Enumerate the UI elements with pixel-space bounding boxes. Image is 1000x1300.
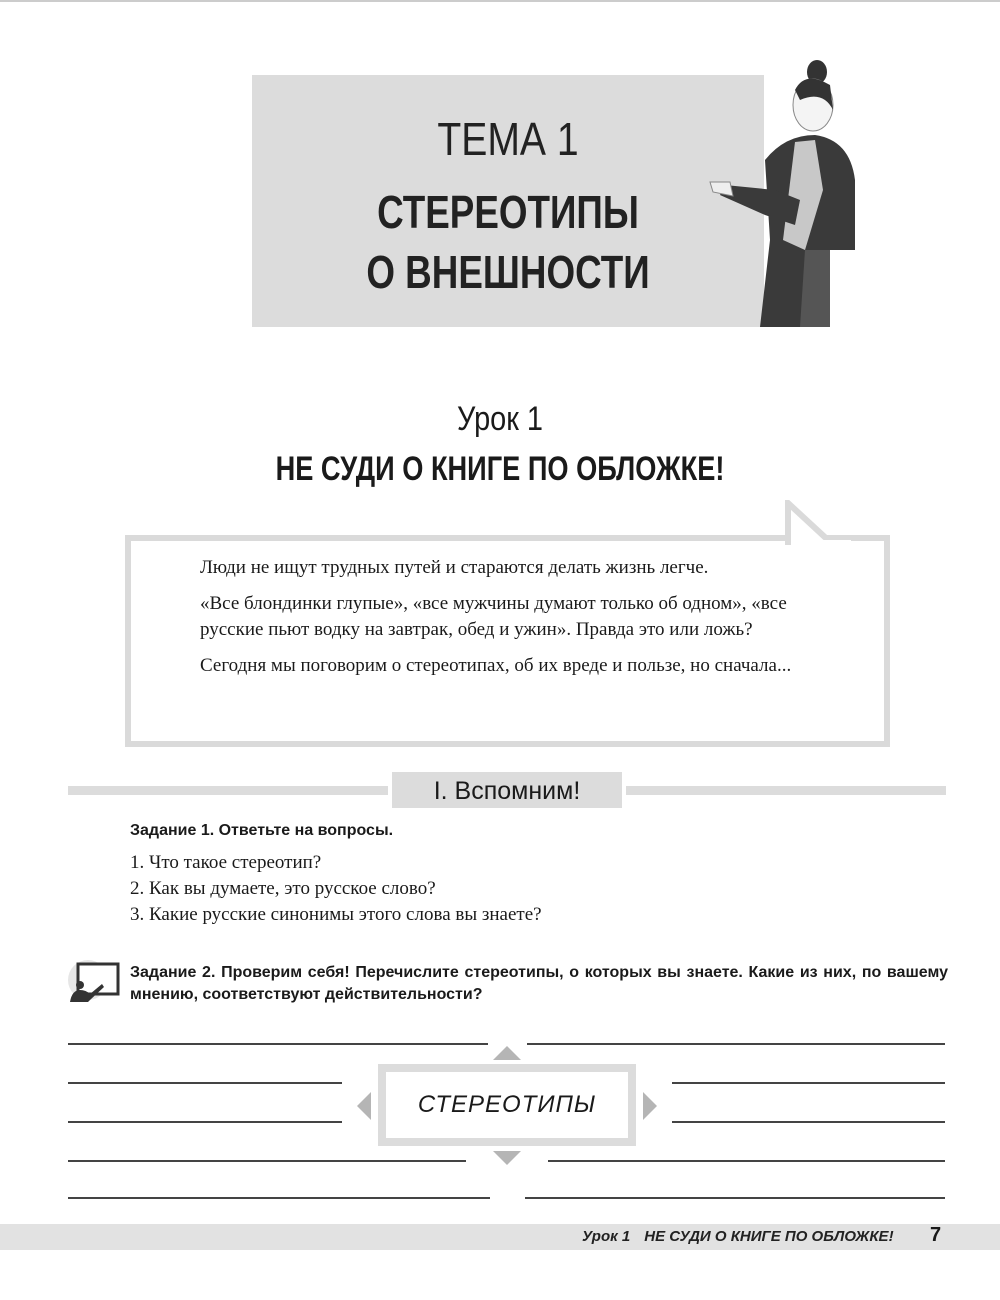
top-border: [0, 0, 1000, 2]
speech-bubble-tail: [780, 500, 860, 545]
intro-paragraph: Сегодня мы поговорим о стереотипах, об их вреде и пользе, но сначала...: [200, 655, 792, 676]
answer-line[interactable]: [68, 1160, 466, 1162]
teacher-board-icon: [66, 958, 122, 1004]
arrow-right-icon: [643, 1092, 657, 1120]
running-footer: [582, 1228, 908, 1245]
answer-line[interactable]: [527, 1043, 945, 1045]
question-item: 3. Какие русские синонимы этого слова вы знаете?: [130, 904, 542, 925]
answer-line[interactable]: [68, 1121, 342, 1123]
arrow-down-icon: [493, 1151, 521, 1165]
intro-paragraph: «Все блондинки глупые», «все мужчины думают только об одном», «все русские пьют водку на завтрак, обед и ужин». Правда это или ложь?: [200, 593, 787, 640]
stereotypes-center-box: [378, 1064, 636, 1146]
intro-paragraph: Люди не ищут трудных путей и стараются делать жизнь легче.: [200, 557, 709, 578]
lesson-title: НЕ СУДИ О КНИГЕ ПО ОБЛОЖКЕ!: [275, 450, 725, 488]
footer-lesson: Урок 1: [582, 1228, 631, 1245]
center-label: СТЕРЕОТИПЫ: [386, 1072, 628, 1138]
arrow-left-icon: [357, 1092, 371, 1120]
answer-line[interactable]: [672, 1121, 945, 1123]
theme-title-line2: О ВНЕШНОСТИ: [366, 246, 650, 298]
arrow-up-icon: [493, 1046, 521, 1060]
question-item: 2. Как вы думаете, это русское слово?: [130, 878, 436, 899]
lesson-number: Урок 1: [457, 400, 543, 438]
pointing-woman-illustration: [705, 50, 865, 327]
theme-title-line1: СТЕРЕОТИПЫ: [377, 186, 639, 238]
answer-line[interactable]: [525, 1197, 945, 1199]
answer-line[interactable]: [548, 1160, 945, 1162]
footer-title: НЕ СУДИ О КНИГЕ ПО ОБЛОЖКЕ!: [644, 1228, 894, 1245]
question-item: 1. Что такое стереотип?: [130, 852, 322, 873]
answer-line[interactable]: [672, 1082, 945, 1084]
answer-line[interactable]: [68, 1082, 342, 1084]
intro-text: [200, 555, 840, 689]
page-number: 7: [930, 1224, 942, 1246]
task1-questions: [130, 850, 542, 928]
section-heading: I. Вспомним!: [388, 772, 626, 808]
answer-line[interactable]: [68, 1043, 488, 1045]
theme-number: ТЕМА 1: [437, 113, 579, 165]
task2-title: Задание 2. Проверим себя! Перечислите стереотипы, о которых вы знаете. Какие из них, по вашему мнению, соответствуют действительности?: [130, 964, 948, 1003]
answer-line[interactable]: [68, 1197, 490, 1199]
task1-title: Задание 1. Ответьте на вопросы.: [130, 822, 394, 839]
